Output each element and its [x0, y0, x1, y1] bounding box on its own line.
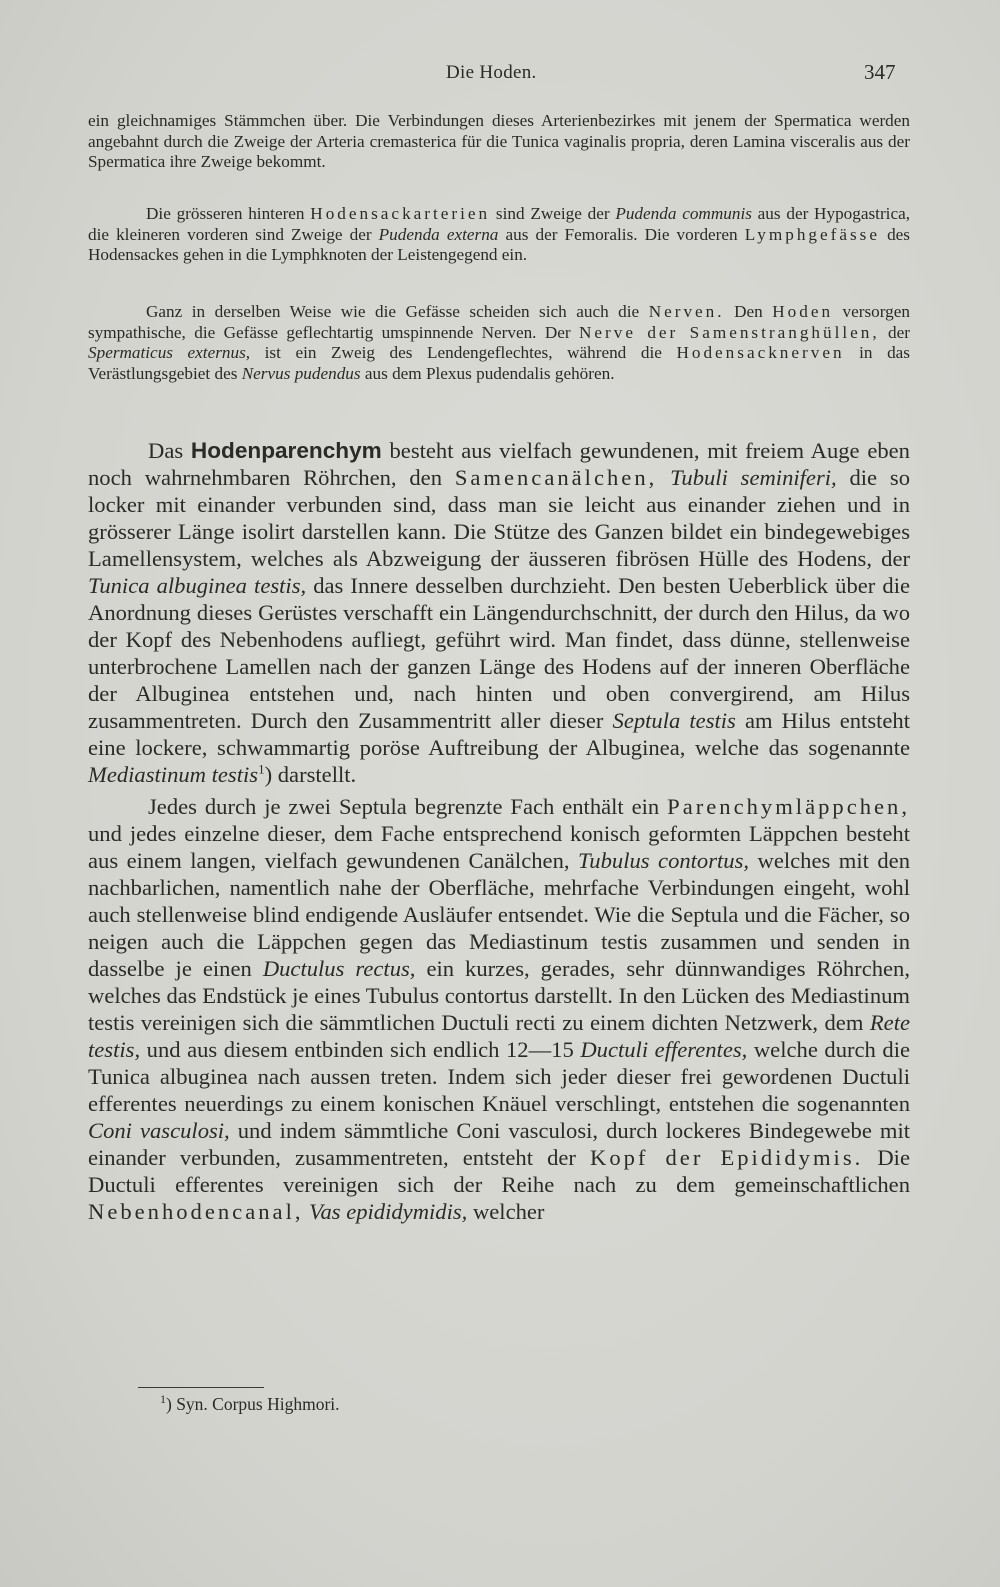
text-run: besteht aus vielfach gewundenen, mit freiem Auge eben noch wahrnehmbaren Röhrchen, den [88, 438, 910, 490]
paragraph-text [88, 204, 910, 266]
main-text [88, 437, 910, 1225]
text-run: Die grösseren hinteren [146, 204, 311, 223]
text-run: aus der Femoralis. Die vorderen [498, 224, 745, 244]
italic-term: Ductuli efferentes, [580, 1037, 748, 1062]
text-run: Jedes durch je zwei Septula begrenzte Fach enthält ein [148, 794, 668, 819]
text-run: Die Ductuli efferentes vereinigen sich der Reihe nach zu dem gemeinschaftlichen [88, 1145, 910, 1197]
text-run: sind Zweige der [490, 204, 616, 223]
running-title: Die Hoden. [446, 62, 537, 83]
text-run: am Hilus entsteht eine lockere, schwammartig poröse Auftreibung der Albuginea, welche das sogenannte [88, 708, 910, 760]
italic-term: Tubuli seminiferi, [670, 465, 837, 490]
small-print-paragraph-3 [88, 302, 910, 384]
italic-term: Mediastinum testis [88, 762, 259, 787]
text-run: versorgen sympathische, die Gefässe geflechtartig umspinnende Nerven. Der [88, 302, 911, 342]
spaced-term: Hodensacknerven [676, 343, 845, 362]
text-run: des Hodensackes gehen in die Lymphknoten der Leistengegend ein. [88, 224, 910, 264]
small-print-paragraph-2 [88, 204, 910, 266]
italic-term: Tubulus contortus, [577, 848, 750, 873]
footnote [160, 1392, 340, 1415]
text-run: und indem sämmtliche Coni vasculosi, durch lockeres Bindegewebe mit einander verbunden, zusammentreten, entsteht der [88, 1118, 911, 1170]
footnote-divider [138, 1387, 264, 1388]
text-run: und jedes einzelne dieser, dem Fache entsprechend konisch geformten Läppchen besteht aus einem langen, vielfach gewundenen Canälchen, [88, 821, 910, 873]
italic-term: Coni vasculosi, [88, 1118, 230, 1143]
main-paragraph-2 [88, 793, 910, 1225]
footnote-text: ) Syn. Corpus Highmori. [166, 1393, 340, 1414]
text-run: welcher [467, 1199, 545, 1224]
italic-term: Spermaticus externus, [88, 343, 251, 362]
small-print-paragraph-1 [88, 111, 910, 173]
paragraph-text: ein gleichnamiges Stämmchen über. Die Verbindungen dieses Arterienbezirkes mit jenem der Spermatica werden angebahnt durch die Zweige der Arteria cremasterica für die Tunica vaginalis propria, deren Lamina visceralis aus der Spermatica ihre Zweige bekommt. [88, 111, 910, 171]
text-run: ) darstellt. [264, 762, 357, 787]
text-run: ein kurzes, gerades, sehr dünnwandiges Röhrchen, welches das Endstück je eines Tubulus contortus darstellt. In den Lücken des Mediastinum testis vereinigen sich die sämmtlichen Ductuli recti zu einem dichten Netzwerk, dem [88, 956, 910, 1035]
text-run: und aus diesem entbinden sich endlich 12—15 [140, 1037, 581, 1062]
page-number: 347 [864, 60, 896, 84]
italic-term: Rete testis, [88, 1010, 910, 1062]
text-run: das Innere desselben durchzieht. Den besten Ueberblick über die Anordnung dieses Gerüstes verschafft ein Längendurchschnitt, der durch den Hilus, da wo der Kopf des Nebenhodens aufliegt, geführt wird. Man findet, dass dünne, stellenweise unterbrochene Lamellen nach der ganzen Länge des Hodens auf der inneren Oberfläche der Albuginea entstehen und, nach hinten und oben convergirend, am Hilus zusammentreten. Durch den Zusammentritt aller dieser [88, 573, 910, 733]
paragraph-text [88, 302, 910, 384]
bold-term: Hodenparenchym [190, 438, 382, 463]
spaced-term: Hodensackarterien [310, 204, 491, 223]
spaced-term: Samencanälchen, [454, 465, 658, 490]
text-run [657, 465, 670, 490]
italic-term: Pudenda externa [378, 224, 499, 244]
text-run: Den [724, 302, 773, 321]
spaced-term: Lymphgefässe [744, 224, 880, 244]
text-run: in das Verästlungsgebiet des [88, 343, 910, 383]
spaced-term: Nerve der Samenstranghüllen, [578, 322, 880, 342]
text-run: Ganz in derselben Weise wie die Gefässe scheiden sich auch die [146, 302, 649, 321]
text-run: der [879, 322, 911, 342]
italic-term: Pudenda communis [615, 204, 752, 223]
spaced-term: Nerven. [648, 302, 725, 321]
main-paragraph-1 [88, 437, 910, 788]
footnote-reference[interactable]: 1 [258, 761, 265, 777]
spaced-term: Hoden [772, 302, 834, 321]
text-run: aus der Hypogastrica, die kleineren vorderen sind Zweige der [88, 204, 910, 244]
footnote-mark: 1 [160, 1392, 166, 1406]
italic-term: Septula testis [612, 708, 736, 733]
spaced-term: Parenchymläppchen, [667, 794, 910, 819]
italic-term: Tunica albuginea testis, [88, 573, 307, 598]
text-run: welches mit den nachbarlichen, namentlich nahe der Oberfläche, mehrfache Verbindungen eingeht, wohl auch stellenweise blind endigende Ausläufer entsendet. Wie die Septula und die Fächer, so neigen auch die Läppchen gegen das Mediastinum testis zusammen und senden in dasselbe je einen [88, 848, 910, 981]
italic-term: Nervus pudendus [241, 363, 361, 383]
text-run: die so locker mit einander verbunden sind, dass man sie leicht aus einander ziehen und in grösserer Länge isolirt darstellen kann. Die Stütze des Ganzen bildet ein bindegewebiges Lamellensystem, welches als Abzweigung der äusseren fibrösen Hülle des Hodens, der [88, 465, 910, 571]
italic-term: Vas epididymidis, [309, 1199, 468, 1224]
text-run: aus dem Plexus pudendalis gehören. [360, 363, 615, 383]
spaced-term: Kopf der Epididymis. [590, 1145, 864, 1170]
text-run: Das [148, 438, 191, 463]
page-header [0, 60, 1000, 90]
text-run: welche durch die Tunica albuginea nach aussen treten. Indem sich jeder dieser frei gewordenen Ductuli efferentes neuerdings zu einem konischen Knäuel verschlingt, entstehen die sogenannten [88, 1037, 911, 1116]
text-run: ist ein Zweig des Lendengeflechtes, während die [250, 343, 677, 362]
spaced-term: Nebenhodencanal, [88, 1199, 304, 1224]
italic-term: Ductulus rectus, [262, 956, 416, 981]
